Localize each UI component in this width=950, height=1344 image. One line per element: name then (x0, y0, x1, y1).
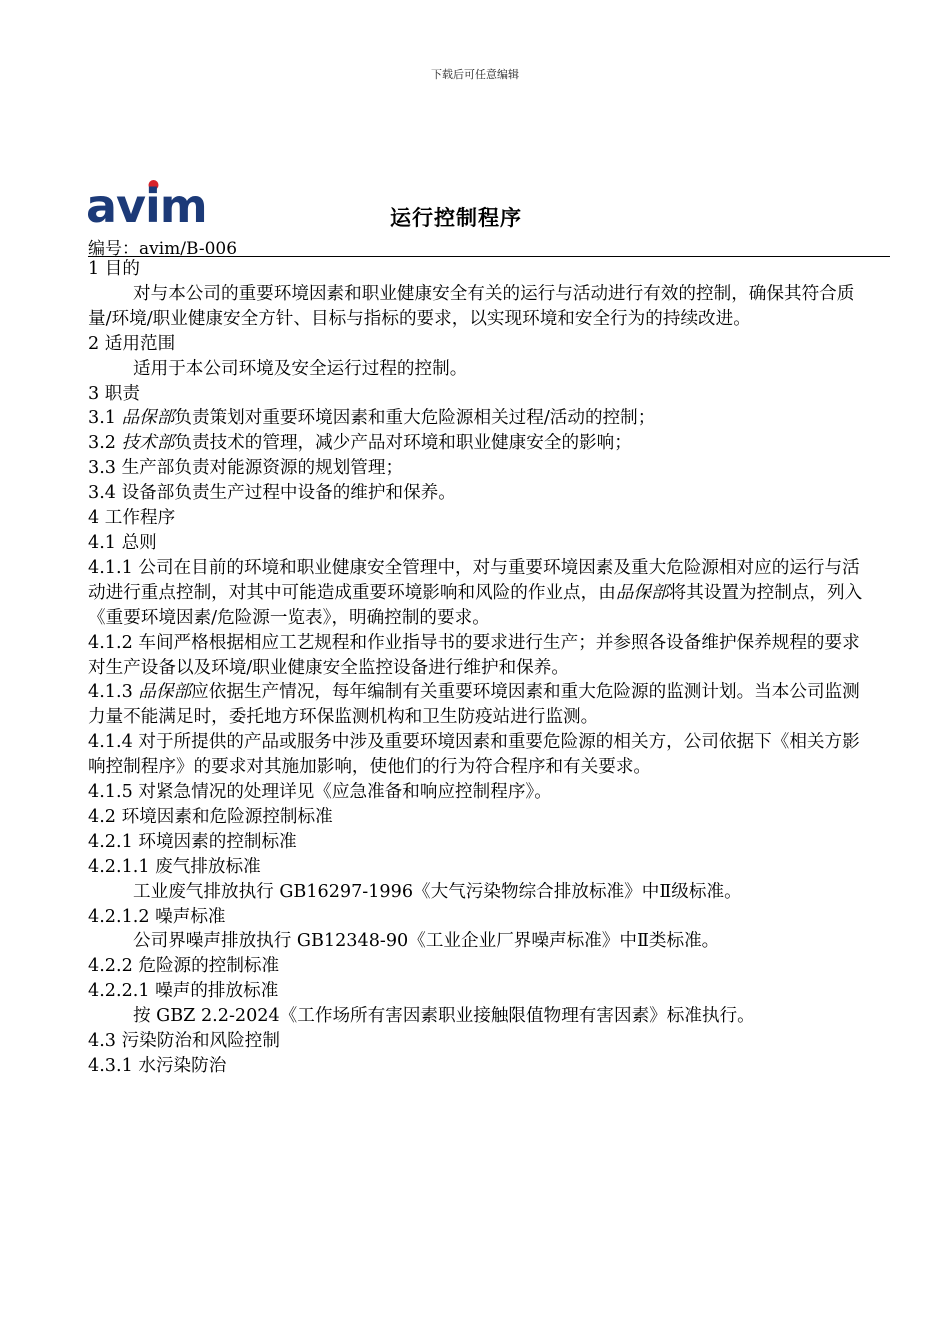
responsibility-item-3: 3.3 生产部负责对能源资源的规划管理； (88, 458, 404, 479)
department-name: 品保部 (615, 582, 669, 603)
item-number: 3.2 (88, 433, 122, 454)
clause-text: 将其设置为控制点，列入《重要环境因素/危险源一览表》，明确控制的要求。 (88, 582, 863, 628)
document-body (88, 257, 868, 1079)
clause-number: 4.1.3 (88, 682, 139, 703)
document-title: 运行控制程序 (390, 206, 522, 230)
watermark-text: 下载后可任意编辑 (431, 68, 519, 81)
responsibility-item-1 (88, 406, 868, 431)
scope-paragraph: 适用于本公司环境及安全运行过程的控制。 (133, 358, 468, 379)
purpose-paragraph: 对与本公司的重要环境因素和职业健康安全有关的运行与活动进行有效的控制，确保其符合质量/环境/职业健康安全方针、目标与指标的要求，以实现环境和安全行为的持续改进。 (88, 283, 855, 329)
subsection-heading-exhaust: 4.2.1.1 废气排放标准 (88, 856, 261, 877)
subsection-heading-noise-emission: 4.2.2.1 噪声的排放标准 (88, 981, 279, 1002)
noise-emission-paragraph: 按 GBZ 2.2-2024《工作场所有害因素职业接触限值物理有害因素》标准执行。 (133, 1006, 755, 1027)
section-heading-procedure: 4 工作程序 (88, 508, 176, 529)
svg-text:avim: avim (86, 179, 207, 226)
department-name: 品保部 (121, 408, 175, 429)
clause-4-1-2: 4.1.2 车间严格根据相应工艺规程和作业指导书的要求进行生产；并参照各设备维护保养规程的要求对生产设备以及环境/职业健康安全监控设备进行维护和保养。 (88, 632, 860, 678)
department-name: 品保部 (138, 682, 192, 703)
noise-standard-paragraph: 公司界噪声排放执行 GB12348-90《工业企业厂界噪声标准》中Ⅱ类标准。 (133, 931, 720, 952)
department-name: 技术部 (121, 433, 175, 454)
clause-4-1-3 (88, 680, 868, 730)
responsibility-item-2 (88, 431, 868, 456)
clause-4-1-1 (88, 556, 868, 631)
subsection-heading-water: 4.3.1 水污染防治 (88, 1056, 227, 1076)
clause-text: 4.1.1 公司在目前的环境和职业健康安全管理中，对与重要环境因素及重大危险源相对应的运行与活动进行重点控制，对其中可能造成重要环境影响和风险的作业点，由 (88, 557, 860, 603)
clause-4-1-4: 4.1.4 对于所提供的产品或服务中涉及重要环境因素和重要危险源的相关方，公司依据下《相关方影响控制程序》的要求对其施加影响，使他们的行为符合程序和有关要求。 (88, 732, 860, 778)
item-text: 负责技术的管理，减少产品对环境和职业健康安全的影响； (174, 433, 632, 454)
subsection-heading-pollution: 4.3 污染防治和风险控制 (88, 1031, 280, 1052)
subsection-heading-noise: 4.2.1.2 噪声标准 (88, 906, 226, 927)
item-number: 3.1 (88, 408, 122, 429)
subsection-heading-environmental: 4.2.1 环境因素的控制标准 (88, 831, 297, 852)
section-heading-responsibilities: 3 职责 (88, 383, 140, 404)
responsibility-item-4: 3.4 设备部负责生产过程中设备的维护和保养。 (88, 483, 456, 504)
exhaust-standard-paragraph: 工业废气排放执行 GB16297-1996《大气污染物综合排放标准》中Ⅱ级标准。 (133, 881, 742, 902)
subsection-heading-standards: 4.2 环境因素和危险源控制标准 (88, 806, 333, 827)
company-logo (86, 178, 210, 226)
section-heading-scope: 2 适用范围 (88, 333, 176, 354)
section-heading-purpose: 1 目的 (88, 259, 140, 279)
subsection-heading-general: 4.1 总则 (88, 532, 157, 553)
clause-4-1-5: 4.1.5 对紧急情况的处理详见《应急准备和响应控制程序》。 (88, 782, 552, 803)
subsection-heading-hazard: 4.2.2 危险源的控制标准 (88, 956, 280, 977)
document-number: 编号：avim/B-006 (88, 239, 238, 259)
item-text: 负责策划对重要环境因素和重大危险源相关过程/活动的控制； (174, 408, 656, 429)
clause-text: 应依据生产情况，每年编制有关重要环境因素和重大危险源的监测计划。当本公司监测力量不能满足时，委托地方环保监测机构和卫生防疫站进行监测。 (88, 682, 860, 728)
